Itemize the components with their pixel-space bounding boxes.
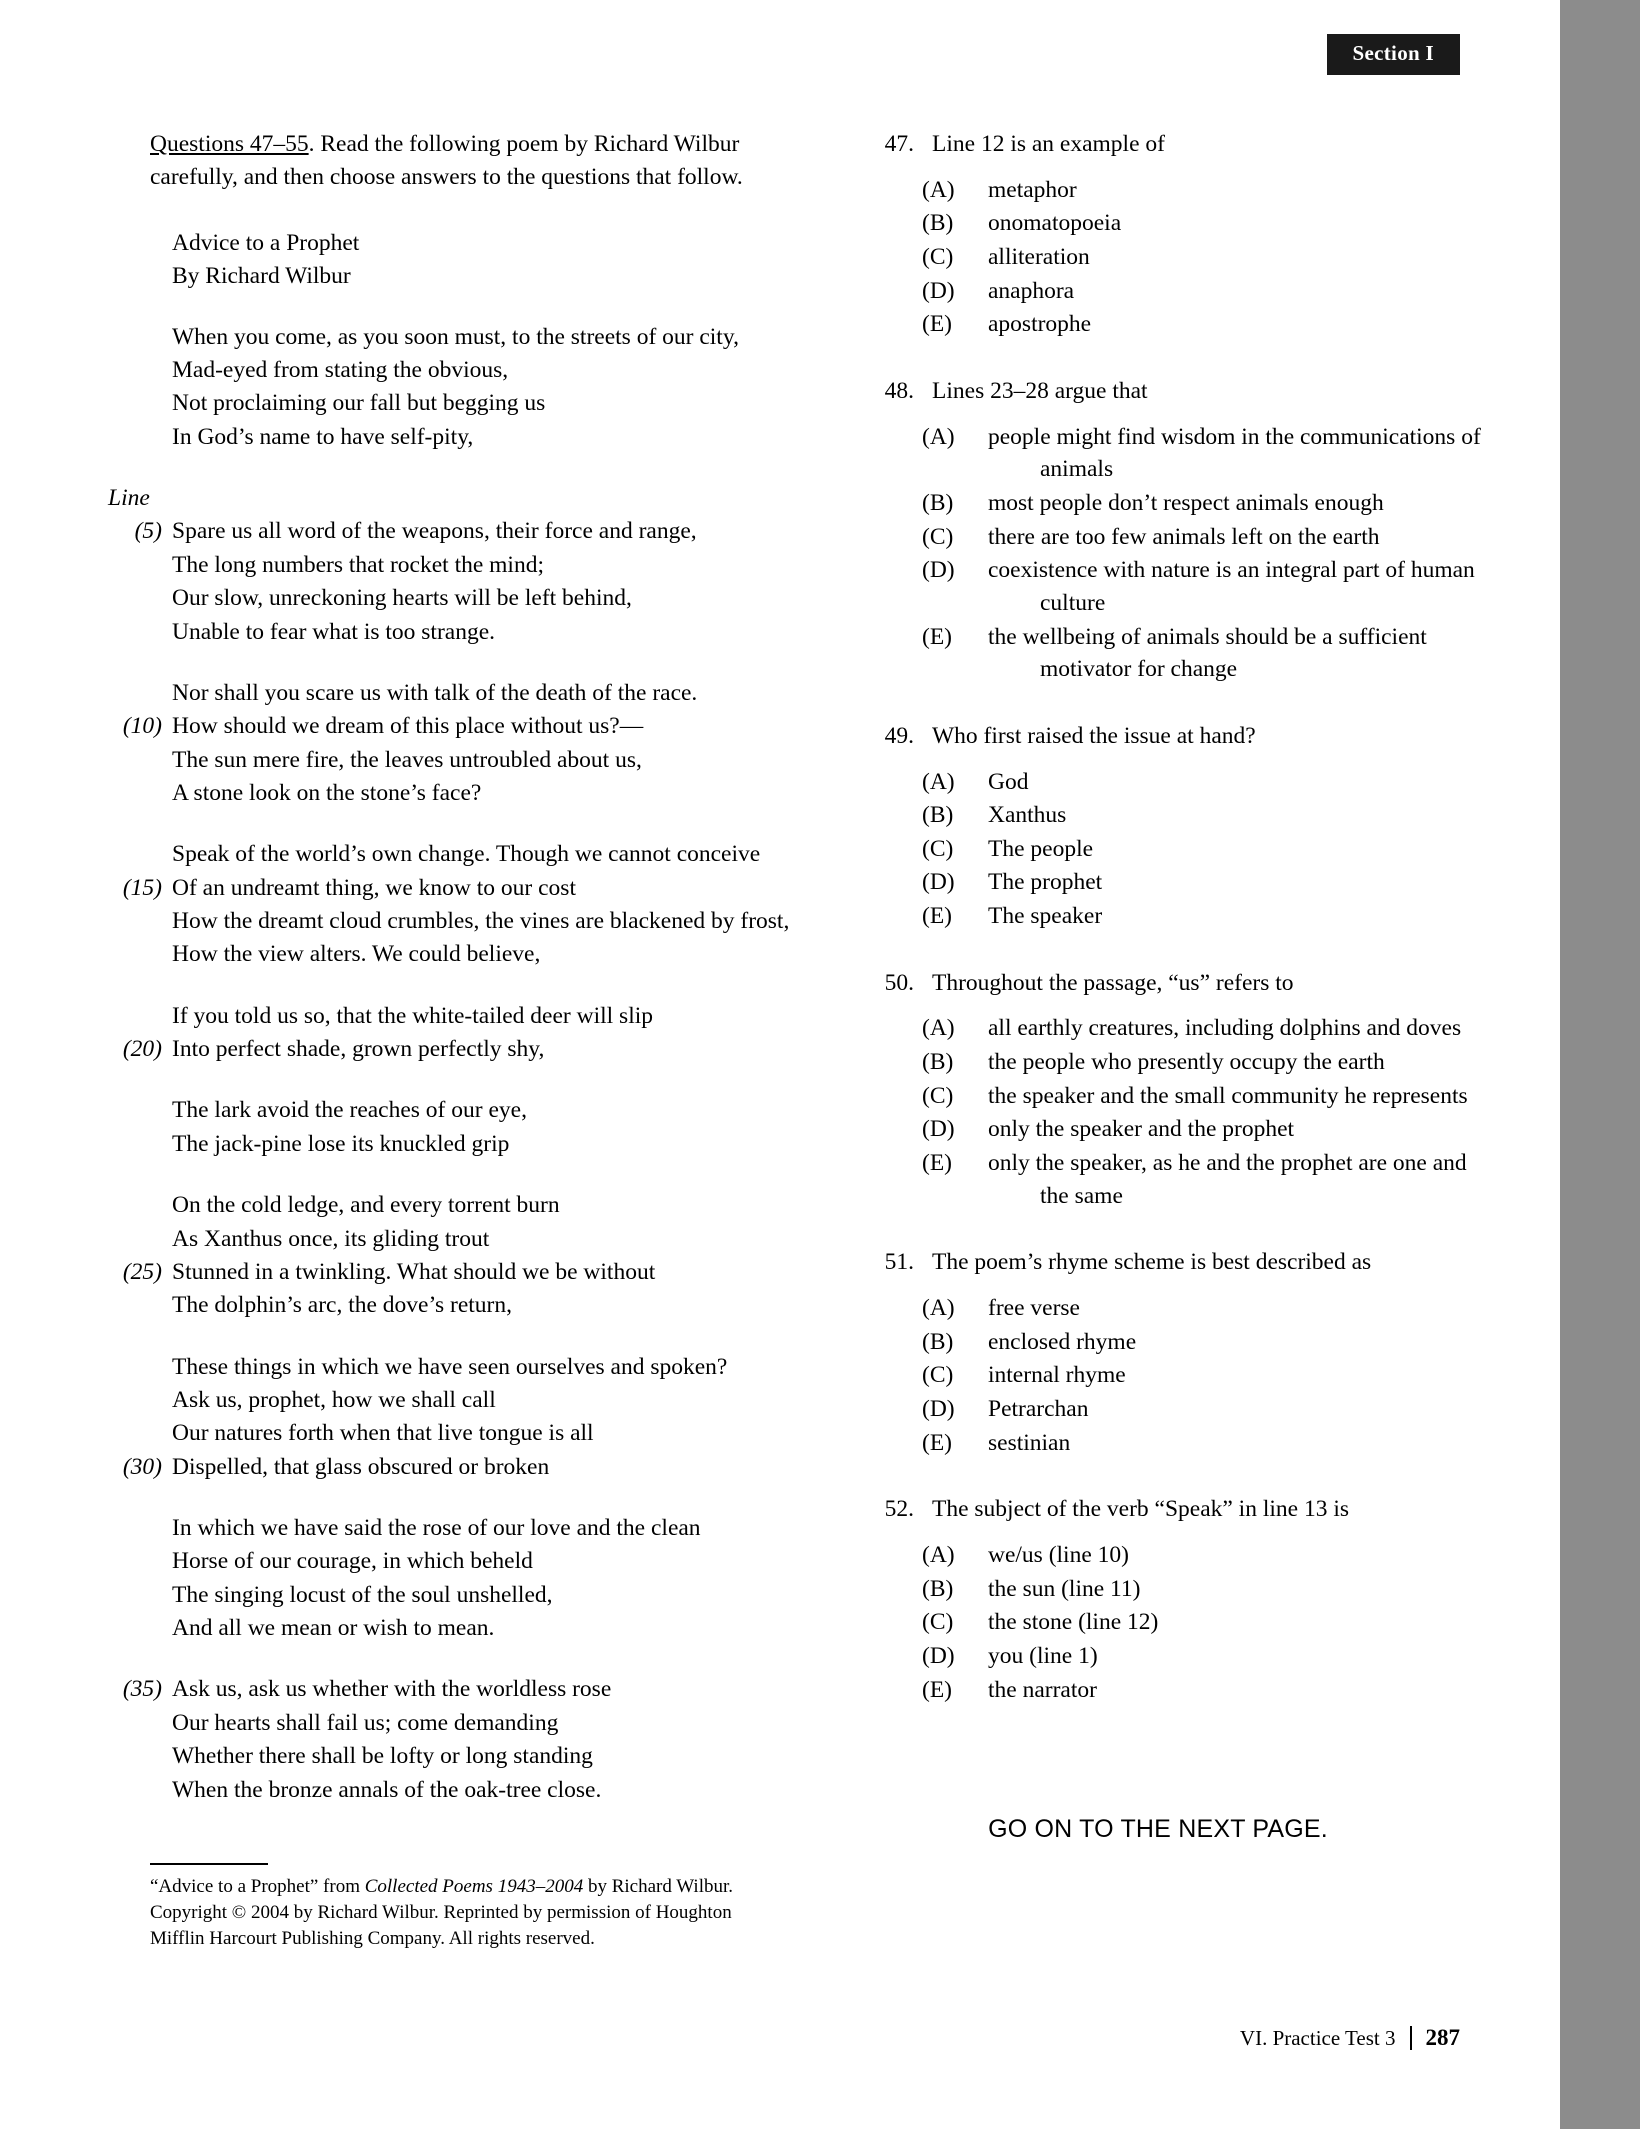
poem-line-text: In God’s name to have self-pity, xyxy=(172,423,474,450)
answer-choices xyxy=(870,1292,1510,1459)
answer-choice-label: (C) xyxy=(922,835,954,862)
answer-choice-text: the people who presently occupy the earth xyxy=(988,1049,1385,1076)
answer-choice-text: people might find wisdom in the communications of xyxy=(988,423,1481,450)
poem-line-text: The long numbers that rocket the mind; xyxy=(172,551,544,578)
question-item xyxy=(870,128,1510,341)
answer-choice-continuation: animals xyxy=(1040,456,1114,483)
questions-range: Questions 47–55 xyxy=(150,131,309,157)
answer-choice-text: metaphor xyxy=(988,176,1077,203)
poem-line-text: Mad-eyed from stating the obvious, xyxy=(172,356,509,383)
question-item xyxy=(870,1493,1510,1706)
answer-choice-label: (D) xyxy=(922,277,955,304)
answer-choices xyxy=(870,766,1510,933)
answer-choice[interactable] xyxy=(870,1292,1510,1325)
footnote-part-2: by Richard Wilbur. Copyright © 2004 by Richard Wilbur. Reprinted by permission of Houghton Mifflin Harcourt Publishing Company. All rights reserved. xyxy=(150,1875,734,1949)
poem-line-text: How the dreamt cloud crumbles, the vines are blackened by frost, xyxy=(172,908,790,935)
answer-choice-text: internal rhyme xyxy=(988,1362,1126,1389)
poem-line-text: The lark avoid the reaches of our eye, xyxy=(172,1097,527,1124)
poem-stanza xyxy=(108,1673,798,1806)
answer-choices xyxy=(870,174,1510,341)
poem-line-number: (10) xyxy=(122,713,162,740)
answer-choice[interactable] xyxy=(870,174,1510,207)
poem-line-text: Spare us all word of the weapons, their force and range, xyxy=(172,518,697,545)
answer-choices xyxy=(870,1012,1510,1212)
poem-title: Advice to a Prophet xyxy=(172,230,360,257)
answer-choice-label: (A) xyxy=(922,176,955,203)
answer-choice[interactable] xyxy=(870,1012,1510,1045)
passage-instructions xyxy=(150,128,798,193)
edge-bleed-bar xyxy=(1560,0,1640,2129)
poem-line-number: (25) xyxy=(122,1258,162,1285)
footer-book-section: VI. Practice Test 3 xyxy=(1239,2025,1396,2050)
poem-line xyxy=(108,1384,798,1417)
answer-choice-label: (B) xyxy=(922,1575,954,1602)
poem-line xyxy=(108,872,798,905)
answer-choice[interactable] xyxy=(870,1606,1510,1639)
answer-choice-text: coexistence with nature is an integral part of human xyxy=(988,557,1475,584)
footer-divider xyxy=(1410,2026,1412,2050)
answer-choice-label: (E) xyxy=(922,903,953,930)
poem-line xyxy=(108,1545,798,1578)
go-on-notice: GO ON TO THE NEXT PAGE. xyxy=(988,1815,1328,1843)
poem-line xyxy=(108,1256,798,1289)
question-text: Throughout the passage, “us” refers to xyxy=(932,969,1294,996)
poem-line-text: The singing locust of the soul unshelled, xyxy=(172,1581,553,1608)
poem-line-text: Ask us, prophet, how we shall call xyxy=(172,1386,496,1413)
question-text: The subject of the verb “Speak” in line 13 is xyxy=(932,1496,1349,1523)
answer-choice-label: (C) xyxy=(922,243,954,270)
answer-choices xyxy=(870,1539,1510,1706)
answer-choice-label: (E) xyxy=(922,1429,953,1456)
poem-line-text: If you told us so, that the white-tailed deer will slip xyxy=(172,1002,654,1029)
poem-line-text: The jack-pine lose its knuckled grip xyxy=(172,1130,510,1157)
answer-choice[interactable] xyxy=(870,900,1510,933)
answer-choice-label: (D) xyxy=(922,1116,955,1143)
answer-choice-label: (E) xyxy=(922,1676,953,1703)
answer-choice[interactable] xyxy=(870,1573,1510,1606)
answer-choice-text: Petrarchan xyxy=(988,1396,1089,1422)
answer-choice-label: (A) xyxy=(922,768,955,795)
answer-choice-label: (C) xyxy=(922,523,954,550)
question-text: Lines 23–28 argue that xyxy=(932,377,1148,404)
question-number: 49. xyxy=(884,722,914,749)
poem-line xyxy=(108,905,798,938)
questions-list xyxy=(870,128,1510,1706)
copyright-footnote xyxy=(150,1874,790,1951)
poem-line xyxy=(108,1512,798,1545)
poem-line xyxy=(108,938,798,971)
poem-line xyxy=(108,1612,798,1645)
answer-choice[interactable] xyxy=(870,866,1510,899)
answer-choice-text: free verse xyxy=(988,1295,1080,1322)
poem-line-text: Ask us, ask us whether with the worldless rose xyxy=(172,1676,612,1703)
poem-line-text: Not proclaiming our fall but begging us xyxy=(172,390,546,417)
poem-stanza xyxy=(108,1351,798,1484)
poem-stanza xyxy=(108,838,798,971)
answer-choice-text: all earthly creatures, including dolphins and doves xyxy=(988,1015,1462,1042)
poem-line xyxy=(108,1417,798,1450)
poem-line-text: Our hearts shall fail us; come demanding xyxy=(172,1709,559,1736)
question-number: 52. xyxy=(884,1496,914,1523)
poem-line xyxy=(108,616,798,649)
poem-line xyxy=(108,1707,798,1740)
answer-choice[interactable] xyxy=(870,621,1510,686)
poem-stanza xyxy=(108,321,798,454)
poem-stanza xyxy=(108,1189,798,1322)
passage-column xyxy=(108,128,798,1951)
line-number-label: Line xyxy=(108,485,150,512)
poem-stanza xyxy=(108,1094,798,1161)
poem-line xyxy=(108,1189,798,1222)
answer-choice-label: (C) xyxy=(922,1362,954,1389)
answer-choice[interactable] xyxy=(870,1326,1510,1359)
answer-choice[interactable] xyxy=(870,241,1510,274)
answer-choice[interactable] xyxy=(870,1113,1510,1146)
answer-choice[interactable] xyxy=(870,487,1510,520)
poem-line-text: In which we have said the rose of our love and the clean xyxy=(172,1515,701,1542)
question-stem xyxy=(870,1246,1510,1279)
answer-choice-label: (B) xyxy=(922,489,954,516)
instructions-text: . Read the following poem by Richard Wilbur carefully, and then choose answers to the questions that follow. xyxy=(150,131,743,190)
answer-choice-text: there are too few animals left on the earth xyxy=(988,523,1380,550)
answer-choice-label: (A) xyxy=(922,1295,955,1322)
answer-choice-label: (D) xyxy=(922,869,955,896)
poem-line-text: Our slow, unreckoning hearts will be left behind, xyxy=(172,585,632,612)
answer-choice[interactable] xyxy=(870,1046,1510,1079)
poem-line xyxy=(108,1673,798,1706)
footer-page-number: 287 xyxy=(1425,2025,1460,2050)
poem-line-text: When the bronze annals of the oak-tree close. xyxy=(172,1776,602,1803)
answer-choice-continuation: motivator for change xyxy=(1040,656,1238,683)
answer-choice[interactable] xyxy=(870,421,1510,486)
answer-choice-label: (D) xyxy=(922,557,955,584)
poem-line-text: A stone look on the stone’s face? xyxy=(172,779,482,806)
answer-choice-label: (B) xyxy=(922,1049,954,1076)
poem-line xyxy=(108,1740,798,1773)
poem-line xyxy=(108,1451,798,1484)
answer-choice-text: the stone (line 12) xyxy=(988,1609,1159,1636)
answer-choice-label: (A) xyxy=(922,423,955,450)
answer-choice-label: (A) xyxy=(922,1015,955,1042)
footnote-part-1: “Advice to a Prophet” from xyxy=(150,1875,365,1897)
poem-line xyxy=(108,710,798,743)
answer-choices xyxy=(870,421,1510,686)
poem-line xyxy=(108,1094,798,1127)
answer-choice-label: (D) xyxy=(922,1396,955,1422)
poem-line-text: When you come, as you soon must, to the streets of our city, xyxy=(172,323,739,350)
poem-line xyxy=(108,354,798,387)
question-item xyxy=(870,1246,1510,1459)
answer-choice-text: the sun (line 11) xyxy=(988,1575,1141,1602)
answer-choice-text: most people don’t respect animals enough xyxy=(988,489,1384,516)
answer-choice-text: the speaker and the small community he represents xyxy=(988,1082,1468,1109)
poem-line xyxy=(108,1579,798,1612)
answer-choice-label: (B) xyxy=(922,1328,954,1355)
poem-line-text: The dolphin’s arc, the dove’s return, xyxy=(172,1292,513,1319)
answer-choice-label: (C) xyxy=(922,1609,954,1636)
poem-line xyxy=(108,1223,798,1256)
poem-stanza xyxy=(108,1512,798,1645)
answer-choice-text: we/us (line 10) xyxy=(988,1541,1129,1568)
question-item xyxy=(870,967,1510,1213)
section-badge: Section I xyxy=(1327,34,1460,75)
question-text: Who first raised the issue at hand? xyxy=(932,722,1256,749)
poem-line xyxy=(108,777,798,810)
poem-line-text: Dispelled, that glass obscured or broken xyxy=(172,1453,550,1480)
answer-choice[interactable] xyxy=(870,275,1510,308)
answer-choice[interactable] xyxy=(870,1427,1510,1460)
poem-line xyxy=(108,421,798,454)
page-footer xyxy=(1240,2025,1460,2051)
answer-choice-text: sestinian xyxy=(988,1429,1071,1456)
question-number: 48. xyxy=(884,377,914,404)
poem-body xyxy=(108,321,798,1807)
question-stem xyxy=(870,1493,1510,1526)
question-number: 50. xyxy=(884,969,914,996)
answer-choice-text: alliteration xyxy=(988,243,1090,270)
question-number: 47. xyxy=(884,131,914,157)
poem-line-text: And all we mean or wish to mean. xyxy=(172,1615,495,1642)
poem-line xyxy=(108,744,798,777)
question-text: Line 12 is an example of xyxy=(932,131,1165,157)
question-stem xyxy=(870,128,1510,161)
question-item xyxy=(870,375,1510,686)
poem-line-text: Our natures forth when that live tongue is all xyxy=(172,1420,594,1447)
question-stem xyxy=(870,967,1510,1000)
answer-choice[interactable] xyxy=(870,1640,1510,1673)
answer-choice-label: (E) xyxy=(922,1150,953,1177)
answer-choice-label: (B) xyxy=(922,802,954,829)
answer-choice-text: enclosed rhyme xyxy=(988,1328,1137,1355)
questions-column xyxy=(870,128,1510,1707)
poem-line xyxy=(108,1033,798,1066)
answer-choice[interactable] xyxy=(870,207,1510,240)
question-stem xyxy=(870,375,1510,408)
answer-choice[interactable] xyxy=(870,799,1510,832)
answer-choice-text: the narrator xyxy=(988,1676,1097,1703)
poem-line-number: (30) xyxy=(122,1453,162,1480)
poem-line xyxy=(108,1289,798,1322)
poem-line-text: Nor shall you scare us with talk of the death of the race. xyxy=(172,679,698,706)
answer-choice-text: apostrophe xyxy=(988,311,1092,338)
poem-line-text: Whether there shall be lofty or long standing xyxy=(172,1743,593,1770)
poem-line-number: (5) xyxy=(134,518,162,545)
answer-choice[interactable] xyxy=(870,1080,1510,1113)
poem-line xyxy=(108,321,798,354)
poem-line-text: As Xanthus once, its gliding trout xyxy=(172,1225,490,1252)
poem-line xyxy=(108,838,798,871)
answer-choice-text: The speaker xyxy=(988,903,1103,930)
answer-choice-text: anaphora xyxy=(988,277,1075,304)
poem-line-text: How should we dream of this place without us?— xyxy=(172,713,644,740)
answer-choice-text: The people xyxy=(988,835,1094,862)
answer-choice[interactable] xyxy=(870,1359,1510,1392)
answer-choice-text: you (line 1) xyxy=(988,1642,1098,1669)
poem-stanza xyxy=(108,482,798,649)
answer-choice-text: God xyxy=(988,768,1029,795)
question-stem xyxy=(870,720,1510,753)
poem-line-text: Speak of the world’s own change. Though we cannot conceive xyxy=(172,841,761,868)
poem-line xyxy=(108,1128,798,1161)
question-item xyxy=(870,720,1510,933)
answer-choice[interactable] xyxy=(870,1147,1510,1212)
question-text: The poem’s rhyme scheme is best described as xyxy=(932,1249,1372,1276)
answer-choice-label: (A) xyxy=(922,1541,955,1568)
answer-choice-text: The prophet xyxy=(988,869,1103,896)
poem-line-number: (15) xyxy=(122,874,162,901)
answer-choice-label: (D) xyxy=(922,1642,955,1669)
poem-line xyxy=(108,582,798,615)
poem-line-text: The sun mere fire, the leaves untroubled about us, xyxy=(172,746,642,773)
poem-line xyxy=(108,549,798,582)
answer-choice[interactable] xyxy=(870,1674,1510,1707)
poem-line xyxy=(108,677,798,710)
poem-line-text: Stunned in a twinkling. What should we be without xyxy=(172,1258,656,1285)
poem-line-text: On the cold ledge, and every torrent burn xyxy=(172,1192,560,1219)
poem-line-text: Into perfect shade, grown perfectly shy, xyxy=(172,1036,545,1063)
poem-byline: By Richard Wilbur xyxy=(172,262,351,289)
poem-line xyxy=(108,1351,798,1384)
poem-line-text: How the view alters. We could believe, xyxy=(172,941,541,968)
poem-stanza xyxy=(108,677,798,810)
answer-choice-text: only the speaker and the prophet xyxy=(988,1116,1295,1143)
poem-line-number: (35) xyxy=(122,1676,162,1703)
footnote-block xyxy=(150,1863,798,1951)
poem-line-number: (20) xyxy=(122,1036,162,1063)
footnote-divider xyxy=(150,1863,268,1865)
poem-line xyxy=(108,1774,798,1807)
poem-line-text: Horse of our courage, in which beheld xyxy=(172,1548,533,1575)
answer-choice[interactable] xyxy=(870,833,1510,866)
answer-choice-text: onomatopoeia xyxy=(988,210,1122,237)
answer-choice-label: (B) xyxy=(922,210,954,237)
answer-choice[interactable] xyxy=(870,1539,1510,1572)
answer-choice[interactable] xyxy=(870,554,1510,619)
poem-line xyxy=(108,387,798,420)
answer-choice-label: (E) xyxy=(922,311,953,338)
answer-choice[interactable] xyxy=(870,308,1510,341)
answer-choice[interactable] xyxy=(870,521,1510,554)
poem-stanza xyxy=(108,1000,798,1067)
poem-line xyxy=(108,515,798,548)
answer-choice[interactable] xyxy=(870,1393,1510,1426)
poem-line xyxy=(108,1000,798,1033)
answer-choice-label: (C) xyxy=(922,1082,954,1109)
answer-choice-continuation: the same xyxy=(1040,1182,1123,1209)
answer-choice-text: the wellbeing of animals should be a sufficient xyxy=(988,623,1427,650)
poem-line-text: Unable to fear what is too strange. xyxy=(172,618,496,645)
answer-choice[interactable] xyxy=(870,766,1510,799)
footnote-book-title: Collected Poems 1943–2004 xyxy=(364,1875,584,1897)
answer-choice-text: only the speaker, as he and the prophet are one and xyxy=(988,1150,1467,1177)
poem-line-text: Of an undreamt thing, we know to our cost xyxy=(172,874,576,901)
poem-line-text: These things in which we have seen ourselves and spoken? xyxy=(172,1353,728,1380)
answer-choice-continuation: culture xyxy=(1040,589,1106,616)
question-number: 51. xyxy=(884,1249,914,1276)
answer-choice-text: Xanthus xyxy=(988,802,1067,829)
answer-choice-label: (E) xyxy=(922,623,953,650)
